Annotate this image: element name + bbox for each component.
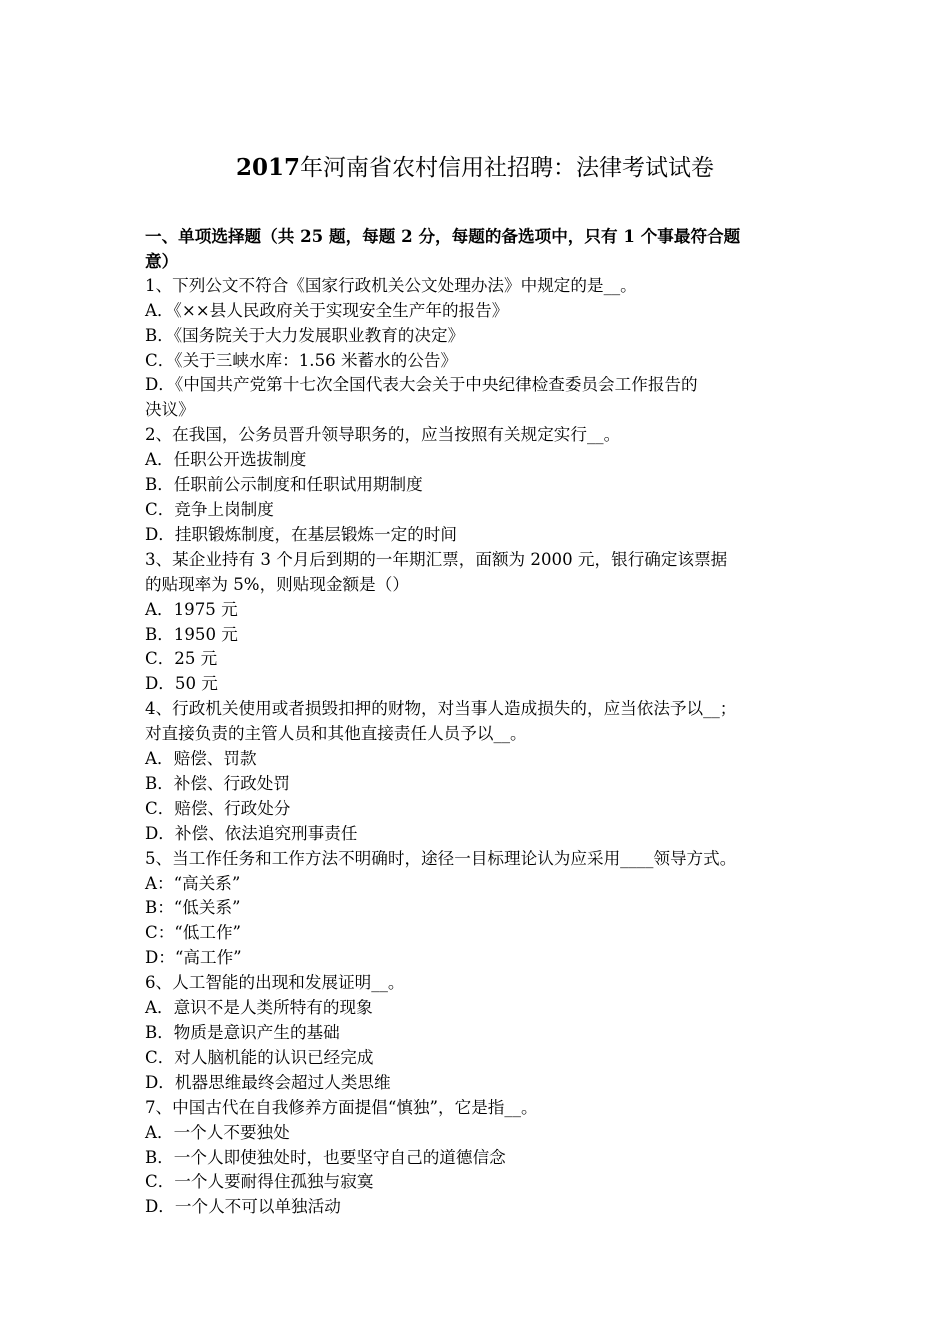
answer-option-text: D．《中国共产党第十七次全国代表大会关于中央纪律检查委员会工作报告的 <box>145 375 698 395</box>
answer-option <box>145 672 815 697</box>
answer-option <box>145 772 815 797</box>
answer-option <box>145 647 815 672</box>
answer-option <box>145 946 815 971</box>
answer-option <box>145 598 815 623</box>
answer-option-text: A．赔偿、罚款 <box>145 749 257 769</box>
answer-option-text: B．任职前公示制度和任职试用期制度 <box>145 475 423 495</box>
question-stem: 7、中国古代在自我修养方面提倡“慎独”，它是指__。 <box>145 1097 538 1117</box>
answer-option-text: A．一个人不要独处 <box>145 1122 290 1142</box>
answer-option <box>145 822 815 847</box>
question-list <box>145 274 815 1220</box>
answer-option-text: C．竞争上岗制度 <box>145 499 274 519</box>
answer-option-text: D．补偿、依法追究刑事责任 <box>145 823 358 843</box>
answer-option-text: A．1975 元 <box>145 599 238 619</box>
question-item <box>145 1096 815 1221</box>
answer-option-text: C．25 元 <box>145 649 218 669</box>
answer-option <box>145 797 815 822</box>
section-heading <box>145 224 815 274</box>
answer-option <box>145 1170 815 1195</box>
answer-option <box>145 896 815 921</box>
answer-option <box>145 349 815 374</box>
answer-option-text: C．一个人要耐得住孤独与寂寞 <box>145 1172 374 1192</box>
answer-option <box>145 921 815 946</box>
page-title <box>0 150 950 186</box>
answer-option <box>145 448 815 473</box>
answer-option-text: 决议》 <box>145 400 195 420</box>
answer-option <box>145 1046 815 1071</box>
answer-option-text: B：“低关系” <box>145 898 241 918</box>
section-heading-line: 一、单项选择题（共 25 题，每题 2 分，每题的备选项中，只有 1 个事最符合题 <box>145 226 741 246</box>
answer-option <box>145 872 815 897</box>
answer-option <box>145 1195 815 1220</box>
answer-option-text: A：“高关系” <box>145 873 241 893</box>
answer-option <box>145 623 815 648</box>
answer-option-text: C：“低工作” <box>145 923 242 943</box>
answer-option <box>145 1146 815 1171</box>
answer-option-text: B．一个人即使独处时，也要坚守自己的道德信念 <box>145 1147 506 1167</box>
question-stem: 5、当工作任务和工作方法不明确时，途径一目标理论认为应采用____领导方式。 <box>145 848 737 868</box>
answer-option <box>145 1121 815 1146</box>
answer-option-text: B．补偿、行政处罚 <box>145 773 290 793</box>
question-item <box>145 423 815 548</box>
question-item <box>145 697 815 846</box>
answer-option-text: D：“高工作” <box>145 948 242 968</box>
answer-option-text: D．挂职锻炼制度，在基层锻炼一定的时间 <box>145 524 457 544</box>
question-item <box>145 847 815 972</box>
question-item <box>145 971 815 1096</box>
answer-option-text: D．一个人不可以单独活动 <box>145 1197 341 1217</box>
answer-option-text: D．机器思维最终会超过人类思维 <box>145 1072 391 1092</box>
answer-option-text: B．1950 元 <box>145 624 238 644</box>
question-stem: 的贴现率为 5%，则贴现金额是（） <box>145 574 409 594</box>
answer-option <box>145 1021 815 1046</box>
question-stem: 1、下列公文不符合《国家行政机关公文处理办法》中规定的是__。 <box>145 275 637 295</box>
answer-option-text: C．《关于三峡水库：1.56 米蓄水的公告》 <box>145 350 458 370</box>
question-item <box>145 548 815 697</box>
title-text: 年河南省农村信用社招聘：法律考试试卷 <box>300 155 714 181</box>
question-stem: 2、在我国，公务员晋升领导职务的，应当按照有关规定实行__。 <box>145 425 621 445</box>
question-stem: 3、某企业持有 3 个月后到期的一年期汇票，面额为 2000 元，银行确定该票据 <box>145 549 728 569</box>
answer-option-text: A．意识不是人类所特有的现象 <box>145 998 373 1018</box>
answer-option <box>145 473 815 498</box>
document-body <box>145 224 815 1220</box>
answer-option <box>145 747 815 772</box>
answer-option <box>145 523 815 548</box>
answer-option-text: C．对人脑机能的认识已经完成 <box>145 1047 374 1067</box>
answer-option <box>145 324 815 349</box>
answer-option-text: C．赔偿、行政处分 <box>145 798 291 818</box>
answer-option <box>145 299 815 324</box>
question-item <box>145 274 815 423</box>
answer-option-text: A．任职公开选拔制度 <box>145 450 307 470</box>
answer-option <box>145 373 815 423</box>
question-stem: 4、行政机关使用或者损毁扣押的财物，对当事人造成损失的，应当依法予以__； <box>145 699 737 719</box>
answer-option <box>145 1071 815 1096</box>
answer-option-text: D．50 元 <box>145 674 218 694</box>
question-stem: 对直接负责的主管人员和其他直接责任人员予以__。 <box>145 724 527 744</box>
question-stem: 6、人工智能的出现和发展证明__。 <box>145 973 405 993</box>
answer-option-text: B．物质是意识产生的基础 <box>145 1023 340 1042</box>
title-year: 2017 <box>235 154 300 181</box>
answer-option <box>145 498 815 523</box>
section-heading-line: 意） <box>145 250 179 271</box>
answer-option-text: B．《国务院关于大力发展职业教育的决定》 <box>145 325 465 345</box>
answer-option <box>145 996 815 1021</box>
answer-option-text: A．《××县人民政府关于实现安全生产年的报告》 <box>145 300 509 320</box>
